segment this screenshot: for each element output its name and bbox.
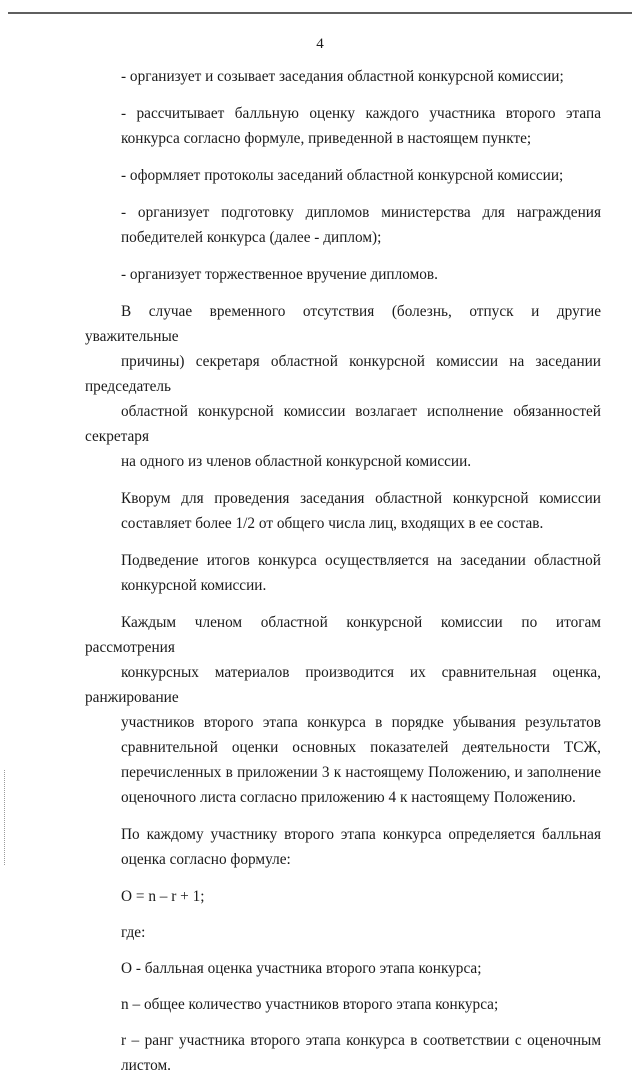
paragraph-organize-meetings: [85, 64, 601, 89]
paragraph-diplomas-preparation: [85, 200, 601, 250]
paragraph-calculate-score: [85, 101, 601, 151]
text-line: на одного из членов областной конкурсной комиссии.: [121, 453, 472, 470]
text-line: - организует торжественное вручение дипломов.: [121, 266, 438, 283]
text-line: - организует подготовку дипломов министерства для награждения: [121, 204, 601, 221]
formula-where: [85, 920, 601, 945]
paragraph-quorum: [85, 486, 601, 536]
text-line: По каждому участнику второго этапа конкурса определяется балльная: [121, 826, 601, 843]
text-line: конкурсной комиссии.: [121, 577, 267, 594]
text-line: перечисленных в приложении 3 к настоящему Положению, и заполнение: [121, 764, 601, 781]
formula-r-definition: [85, 1028, 601, 1078]
formula: [85, 884, 601, 909]
paragraph-secretary-absence: [85, 299, 601, 474]
text-line: Подведение итогов конкурса осуществляется на заседании областной: [121, 552, 601, 569]
text-line: причины) секретаря областной конкурсной комиссии на заседании председатель: [85, 353, 601, 395]
paragraph-diplomas-ceremony: [85, 262, 601, 287]
text-line: n – общее количество участников второго этапа конкурса;: [121, 996, 499, 1013]
formula-n-definition: [85, 992, 601, 1017]
text-line: Кворум для проведения заседания областной конкурсной комиссии: [121, 490, 601, 507]
text-line: Каждым членом областной конкурсной комиссии по итогам рассмотрения: [85, 614, 601, 656]
text-line: оценочного листа согласно приложению 4 к настоящему Положению.: [121, 789, 576, 806]
text-line: - рассчитывает балльную оценку каждого участника второго этапа: [121, 105, 601, 122]
formula-text: O = n – r + 1;: [121, 888, 205, 905]
text-line: листом.: [121, 1057, 171, 1074]
document-body: [85, 64, 601, 1090]
top-scan-border: [8, 12, 632, 14]
text-line: где:: [121, 924, 146, 941]
paragraph-results-summary: [85, 548, 601, 598]
text-line: - оформляет протоколы заседаний областной конкурсной комиссии;: [121, 167, 564, 184]
text-line: оценка согласно формуле:: [121, 851, 291, 868]
text-line: участников второго этапа конкурса в порядке убывания результатов: [121, 714, 601, 731]
paragraph-protocols: [85, 163, 601, 188]
page-number: 4: [316, 36, 324, 52]
text-line: составляет более 1/2 от общего числа лиц, входящих в ее состав.: [121, 515, 544, 532]
text-line: В случае временного отсутствия (болезнь, отпуск и другие уважительные: [85, 303, 601, 345]
paragraph-score-definition: [85, 822, 601, 872]
text-line: сравнительной оценки основных показателей деятельности ТСЖ,: [121, 739, 601, 756]
text-line: областной конкурсной комиссии возлагает исполнение обязанностей секретаря: [85, 403, 601, 445]
text-line: - организует и созывает заседания областной конкурсной комиссии;: [121, 68, 564, 85]
left-margin-mark: [4, 770, 6, 865]
text-line: конкурсных материалов производится их сравнительная оценка, ранжирование: [85, 664, 601, 706]
text-line: победителей конкурса (далее - диплом);: [121, 229, 382, 246]
text-line: r – ранг участника второго этапа конкурса в соответствии с оценочным: [121, 1032, 601, 1049]
paragraph-ranking: [85, 610, 601, 810]
formula-o-definition: [85, 956, 601, 981]
text-line: конкурса согласно формуле, приведенной в настоящем пункте;: [121, 130, 532, 147]
text-line: О - балльная оценка участника второго этапа конкурса;: [121, 960, 482, 977]
